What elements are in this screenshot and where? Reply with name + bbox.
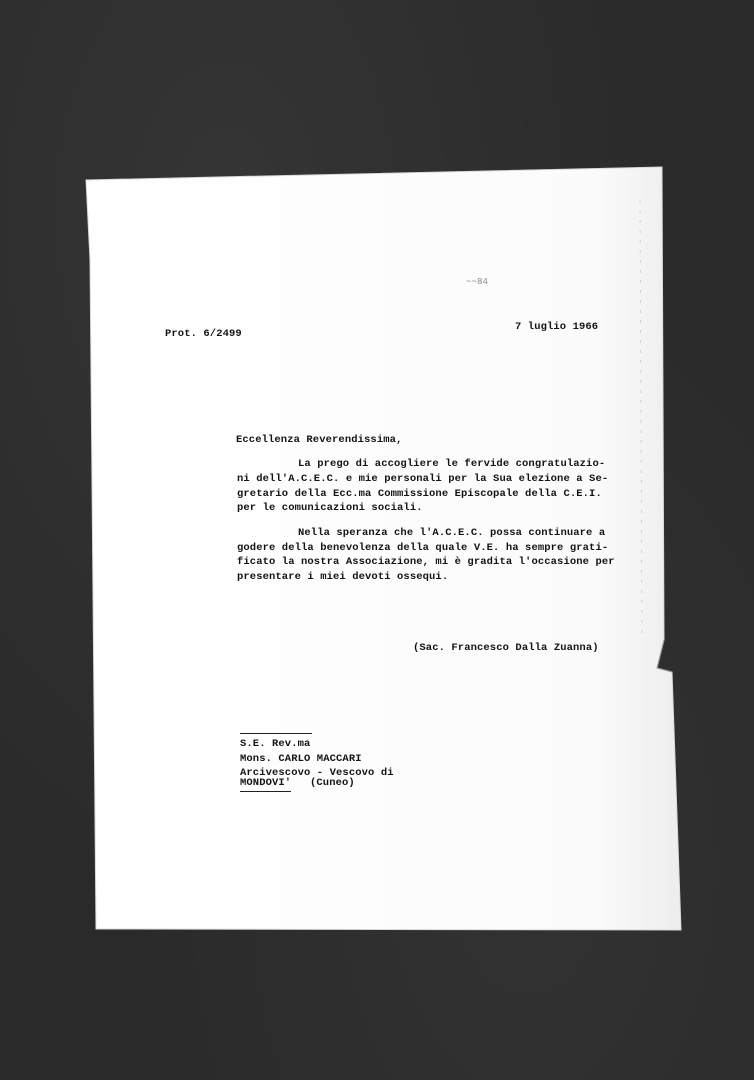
recipient-name: Mons. CARLO MACCARI [240,753,362,765]
paragraph-line: godere della benevolenza della quale V.E. ha sempre grati- [237,542,609,554]
paragraph-line: La prego di accogliere le fervide congratulazio- [298,458,606,470]
recipient-top-rule [240,733,312,734]
signature-name: (Sac. Francesco Dalla Zuanna) [413,642,599,654]
stamp-mark: ~~84 [466,277,489,287]
recipient-role: Arcivescovo - Vescovo di [240,767,394,779]
salutation: Eccellenza Reverendissima, [236,434,403,446]
recipient-title: S.E. Rev.ma [240,738,311,750]
paragraph-line: ni dell'A.C.E.C. e mie personali per la Sua elezione a Se- [237,473,609,485]
recipient-province: (Cuneo) [310,777,355,789]
recipient-city: MONDOVI' [240,776,291,792]
paragraph-line: ficato la nostra Associazione, mi è gradita l'occasione per [237,556,615,568]
paragraph-line: presentare i miei devoti ossequi. [237,571,449,583]
paragraph-line: Nella speranza che l'A.C.E.C. possa continuare a [298,527,606,539]
paragraph-line: per le comunicazioni sociali. [237,502,423,514]
letter-date: 7 luglio 1966 [515,321,599,333]
protocol-number: Prot. 6/2499 [165,328,242,340]
paragraph-line: gretario della Ecc.ma Commissione Episcopale della C.E.I. [237,488,602,500]
